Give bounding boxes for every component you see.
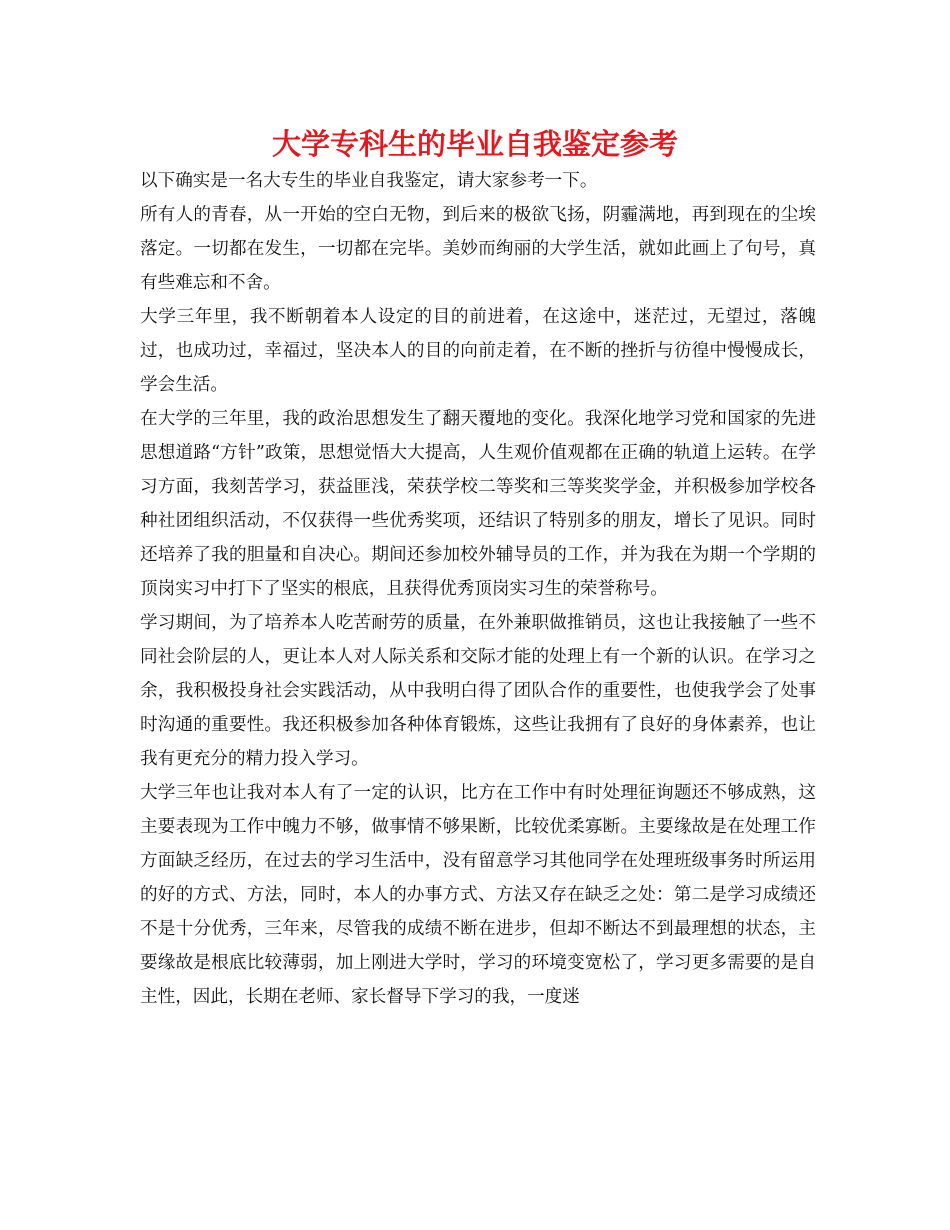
document-title: 大学专科生的毕业自我鉴定参考 xyxy=(271,127,678,161)
paragraph-politics-study: 在大学的三年里，我的政治思想发生了翻天覆地的变化。我深化地学习党和国家的先进思想道路“方针”政策，思想觉悟大大提高，人生观价值观都在正确的轨道上运转。在学习方面，我刻苦学习，获益匪浅，荣获学校二等奖和三等奖奖学金，并积极参加学校各种社团组织活动，不仅获得一些优秀奖项，还结识了特别多的朋友，增长了见识。同时还培养了我的胆量和自决心。期间还参加校外辅导员的工作，并为我在为期一个学期的顶岗实习中打下了坚实的根底，且获得优秀顶岗实习生的荣誉称号。 xyxy=(140,409,816,599)
paragraph-goals: 大学三年里，我不断朝着本人设定的目的前进着，在这途中，迷茫过，无望过，落魄过，也成功过，幸福过，坚决本人的目的向前走着，在不断的挫折与彷徨中慢慢成长，学会生活。 xyxy=(140,307,816,395)
document-body xyxy=(140,164,816,1014)
paragraph-self-reflection: 大学三年也让我对本人有了一定的认识，比方在工作中有时处理征询题还不够成熟，这主要表现为工作中魄力不够，做事情不够果断，比较优柔寡断。主要缘故是在处理工作方面缺乏经历，在过去的学习生活中，没有留意学习其他同学在处理班级事务时所运用的好的方式、方法，同时，本人的办事方式、方法又存在缺乏之处：第二是学习成绩还不是十分优秀，三年来，尽管我的成绩不断在进步，但却不断达不到最理想的状态，主要缘故是根底比较薄弱，加上刚进大学时，学习的环境变宽松了，学习更多需要的是自主性，因此，长期在老师、家长督导下学习的我，一度迷 xyxy=(140,783,816,1007)
paragraph-practice: 学习期间，为了培养本人吃苦耐劳的质量，在外兼职做推销员，这也让我接触了一些不同社会阶层的人，更让本人对人际关系和交际才能的处理上有一个新的认识。在学习之余，我积极投身社会实践活动，从中我明白得了团队合作的重要性，也使我学会了处事时沟通的重要性。我还积极参加各种体育锻炼，这些让我拥有了良好的身体素养，也让我有更充分的精力投入学习。 xyxy=(140,613,816,769)
paragraph-intro: 以下确实是一名大专生的毕业自我鉴定，请大家参考一下。 xyxy=(140,171,598,191)
paragraph-youth: 所有人的青春，从一开始的空白无物，到后来的极欲飞扬，阴霾满地，再到现在的尘埃落定。一切都在发生，一切都在完毕。美妙而绚丽的大学生活，就如此画上了句号，真有些难忘和不舍。 xyxy=(140,205,816,293)
